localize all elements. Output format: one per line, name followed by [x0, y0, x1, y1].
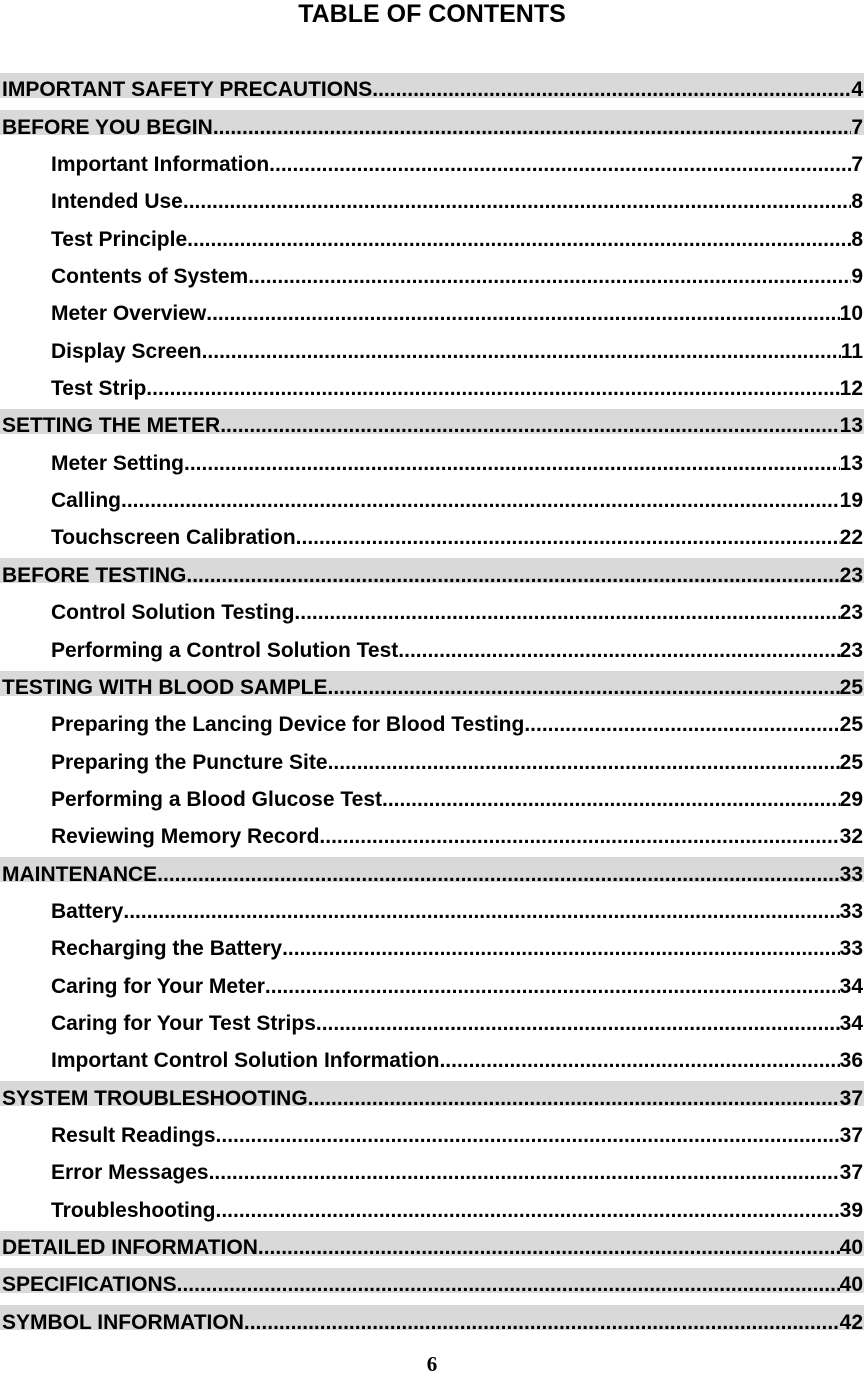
toc-entry-page: 40 [839, 1273, 863, 1297]
toc-entry-label: Performing a Blood Glucose Test [51, 787, 382, 811]
toc-entry-page: 36 [839, 1049, 863, 1073]
page-title: TABLE OF CONTENTS [298, 0, 566, 28]
toc-section-entry[interactable] [0, 1076, 864, 1113]
toc-dot-leader [209, 1161, 840, 1185]
toc-entry-page: 19 [839, 489, 863, 513]
toc-subsection-entry[interactable] [0, 516, 864, 553]
toc-subsection-entry[interactable] [0, 927, 864, 964]
toc-entry-label: BEFORE TESTING [2, 563, 187, 587]
toc-dot-leader [524, 713, 839, 737]
toc-entry-label: Test Strip [51, 377, 147, 401]
toc-subsection-entry[interactable] [0, 778, 864, 815]
toc-dot-leader [202, 340, 841, 364]
toc-section-entry[interactable] [0, 666, 864, 703]
toc-entry-label: Error Messages [51, 1161, 209, 1185]
toc-section-entry[interactable] [0, 1226, 864, 1263]
toc-entry-label: Recharging the Battery [51, 937, 283, 961]
toc-entry-page: 7 [851, 153, 863, 177]
toc-subsection-entry[interactable] [0, 1002, 864, 1039]
toc-dot-leader [215, 1199, 839, 1223]
toc-subsection-entry[interactable] [0, 740, 864, 777]
toc-entry-label: Meter Setting [51, 451, 185, 475]
toc-entry-label: Calling [51, 489, 122, 513]
toc-entry-page: 25 [839, 713, 863, 737]
toc-entry-label: SYMBOL INFORMATION [2, 1310, 244, 1334]
toc-entry-page: 11 [840, 339, 863, 363]
toc-entry-page: 23 [839, 563, 863, 587]
toc-dot-leader [398, 639, 839, 663]
toc-section-entry[interactable] [0, 553, 864, 590]
toc-entry-page: 25 [839, 675, 863, 699]
toc-entry-label: Control Solution Testing [51, 601, 295, 625]
toc-entry-label: SPECIFICATIONS [2, 1273, 177, 1297]
toc-entry-label: Reviewing Memory Record [51, 825, 320, 849]
toc-subsection-entry[interactable] [0, 180, 864, 217]
toc-entry-label: Intended Use [51, 190, 183, 214]
toc-list [0, 68, 864, 1338]
toc-entry-label: Test Principle [51, 227, 188, 251]
toc-dot-leader [296, 526, 840, 550]
toc-entry-label: Important Control Solution Information [51, 1049, 440, 1073]
toc-entry-label: SYSTEM TROUBLESHOOTING [2, 1086, 308, 1110]
toc-entry-label: Meter Overview [51, 302, 207, 326]
toc-dot-leader [258, 1236, 840, 1260]
toc-dot-leader [382, 788, 840, 812]
toc-dot-leader [187, 228, 851, 252]
toc-entry-label: Important Information [51, 153, 270, 177]
toc-entry-page: 10 [839, 302, 863, 326]
toc-dot-leader [220, 414, 839, 438]
toc-entry-label: Caring for Your Test Strips [51, 1011, 316, 1035]
page-number: 6 [426, 1352, 438, 1376]
toc-section-entry[interactable] [0, 852, 864, 889]
toc-subsection-entry[interactable] [0, 143, 864, 180]
toc-dot-leader [216, 1124, 840, 1148]
toc-subsection-entry[interactable] [0, 1188, 864, 1225]
toc-subsection-entry[interactable] [0, 1151, 864, 1188]
toc-entry-label: IMPORTANT SAFETY PRECAUTIONS [2, 78, 373, 102]
toc-entry-page: 29 [839, 787, 863, 811]
toc-section-entry[interactable] [0, 105, 864, 142]
toc-dot-leader [294, 601, 839, 625]
toc-dot-leader [177, 1273, 840, 1297]
toc-entry-label: SETTING THE METER [2, 414, 221, 438]
toc-dot-leader [183, 190, 851, 214]
toc-dot-leader [206, 302, 839, 326]
toc-entry-label: Troubleshooting [51, 1198, 216, 1222]
toc-section-entry[interactable] [0, 1263, 864, 1300]
toc-entry-page: 34 [839, 1011, 863, 1035]
toc-dot-leader [265, 975, 840, 999]
toc-entry-label: BEFORE YOU BEGIN [2, 115, 213, 139]
toc-entry-page: 34 [839, 974, 863, 998]
toc-entry-page: 25 [839, 750, 863, 774]
toc-dot-leader [282, 937, 840, 961]
toc-dot-leader [308, 1087, 840, 1111]
toc-entry-label: Preparing the Puncture Site [51, 750, 328, 774]
toc-entry-label: Battery [51, 899, 124, 923]
toc-entry-page: 42 [839, 1310, 863, 1334]
toc-dot-leader [372, 78, 851, 102]
toc-subsection-entry[interactable] [0, 329, 864, 366]
toc-entry-page: 40 [839, 1236, 863, 1259]
toc-entry-label: Contents of System [51, 265, 249, 289]
toc-entry-page: 37 [839, 1161, 863, 1185]
toc-dot-leader [248, 265, 851, 289]
toc-entry-page: 4 [851, 78, 863, 102]
toc-entry-page: 22 [839, 526, 863, 550]
toc-subsection-entry[interactable] [0, 479, 864, 516]
toc-subsection-entry[interactable] [0, 815, 864, 852]
toc-dot-leader [439, 1049, 839, 1073]
toc-entry-page: 13 [839, 414, 863, 438]
toc-dot-leader [269, 153, 851, 177]
toc-dot-leader [244, 1311, 840, 1335]
toc-entry-label: Touchscreen Calibration [51, 526, 296, 550]
toc-entry-page: 33 [839, 899, 863, 923]
toc-subsection-entry[interactable] [0, 964, 864, 1001]
toc-entry-page: 23 [839, 601, 863, 625]
toc-dot-leader [146, 377, 839, 401]
toc-subsection-entry[interactable] [0, 1114, 864, 1151]
toc-subsection-entry[interactable] [0, 441, 864, 478]
toc-section-entry[interactable] [0, 404, 864, 441]
toc-entry-page: 9 [851, 265, 863, 289]
toc-dot-leader [328, 676, 840, 700]
toc-entry-page: 7 [851, 115, 863, 139]
toc-subsection-entry[interactable] [0, 292, 864, 329]
toc-subsection-entry[interactable] [0, 217, 864, 254]
toc-entry-page: 37 [839, 1086, 863, 1110]
toc-section-entry[interactable] [0, 1300, 864, 1337]
toc-entry-page: 32 [839, 825, 863, 849]
toc-entry-page: 23 [839, 638, 863, 662]
toc-dot-leader [316, 1012, 840, 1036]
toc-dot-leader [184, 452, 840, 476]
toc-dot-leader [157, 863, 839, 887]
toc-subsection-entry[interactable] [0, 890, 864, 927]
toc-subsection-entry[interactable] [0, 703, 864, 740]
toc-entry-page: 37 [839, 1123, 863, 1147]
toc-dot-leader [123, 900, 839, 924]
toc-entry-page: 12 [839, 377, 863, 401]
toc-subsection-entry[interactable] [0, 367, 864, 404]
toc-section-entry[interactable] [0, 68, 864, 105]
toc-entry-label: Caring for Your Meter [51, 974, 265, 998]
toc-subsection-entry[interactable] [0, 591, 864, 628]
toc-entry-label: TESTING WITH BLOOD SAMPLE [2, 675, 328, 699]
toc-dot-leader [328, 751, 840, 775]
toc-subsection-entry[interactable] [0, 628, 864, 665]
toc-entry-label: Preparing the Lancing Device for Blood Testing [51, 713, 525, 737]
toc-entry-label: MAINTENANCE [2, 862, 158, 886]
toc-subsection-entry[interactable] [0, 1039, 864, 1076]
toc-dot-leader [121, 489, 840, 513]
toc-entry-page: 33 [839, 862, 863, 886]
toc-entry-page: 8 [851, 227, 863, 251]
toc-entry-page: 8 [851, 190, 863, 214]
toc-dot-leader [186, 564, 839, 588]
toc-entry-page: 33 [839, 937, 863, 961]
toc-entry-label: Result Readings [51, 1123, 216, 1147]
toc-entry-label: Display Screen [51, 339, 202, 363]
toc-dot-leader [213, 116, 852, 140]
toc-entry-page: 39 [839, 1198, 863, 1222]
toc-entry-label: Performing a Control Solution Test [51, 638, 399, 662]
toc-subsection-entry[interactable] [0, 255, 864, 292]
toc-entry-label: DETAILED INFORMATION [2, 1236, 258, 1259]
toc-entry-page: 13 [839, 451, 863, 475]
toc-dot-leader [319, 825, 839, 849]
